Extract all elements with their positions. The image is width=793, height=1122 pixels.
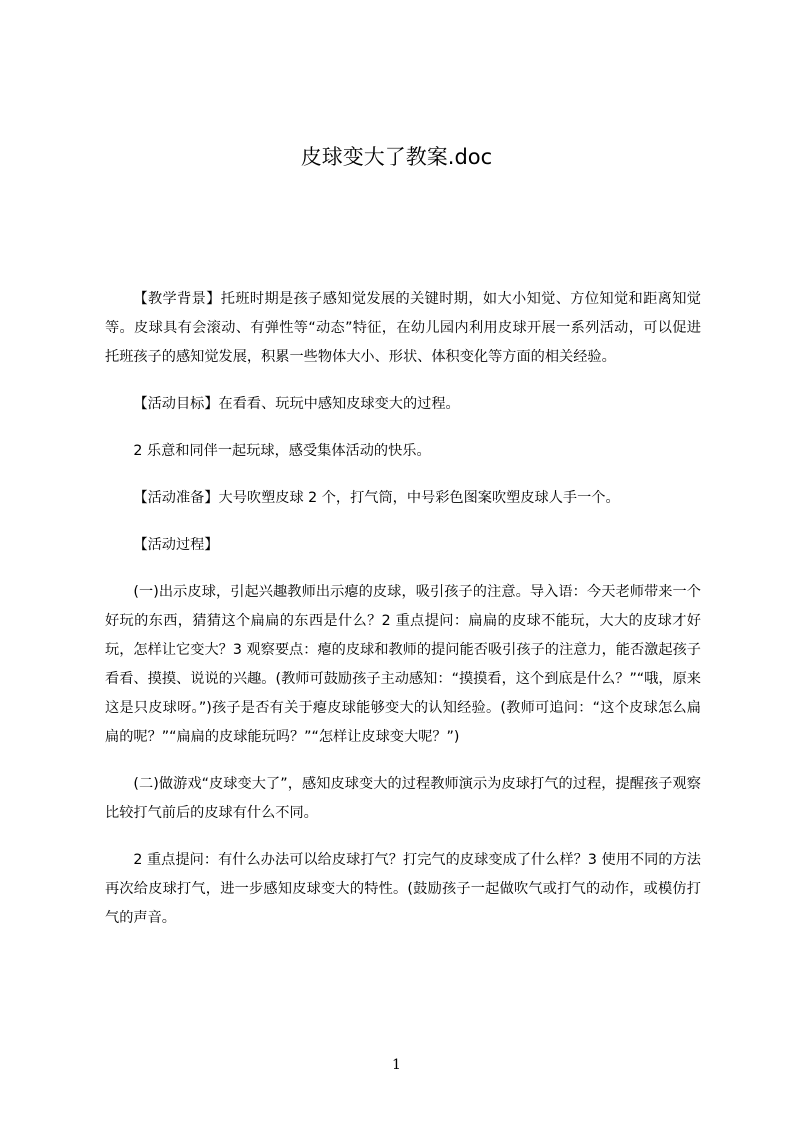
document-body: [105, 285, 701, 951]
paragraph-activity-goal: 【活动目标】在看看、玩玩中感知皮球变大的过程。: [133, 396, 460, 412]
paragraph-goal-2: 2 乐意和同伴一起玩球，感受集体活动的快乐。: [133, 443, 431, 459]
paragraph-process-step-2: (二)做游戏“皮球变大了”，感知皮球变大的过程教师演示为皮球打气的过程，提醒孩子观察比较打气前后的皮球有什么不同。: [105, 776, 701, 821]
paragraph-activity-preparation: 【活动准备】大号吹塑皮球 2 个，打气筒，中号彩色图案吹塑皮球人手一个。: [133, 490, 620, 506]
paragraph-process-step-1: (一)出示皮球，引起兴趣教师出示瘪的皮球，吸引孩子的注意。导入语：今天老师带来一个好玩的东西，猜猜这个扁扁的东西是什么？2 重点提问：扁扁的皮球不能玩，大大的皮球才好玩，怎样让它变大？3 观察要点：瘪的皮球和教师的提问能否吸引孩子的注意力，能否激起孩子看看、摸摸、说说的兴趣。(教师可鼓励孩子主动感知：“摸摸看，这个到底是什么？”“哦，原来这是只皮球呀。”)孩子是否有关于瘪皮球能够变大的认知经验。(教师可追问：“这个皮球怎么扁扁的呢？”“扁扁的皮球能玩吗？”“怎样让皮球变大呢？”): [105, 584, 701, 745]
paragraph-activity-process-heading: 【活动过程】: [133, 537, 219, 553]
page-number: 1: [392, 1057, 401, 1073]
paragraph-teaching-background: 【教学背景】托班时期是孩子感知觉发展的关键时期，如大小知觉、方位知觉和距离知觉等。皮球具有会滚动、有弹性等“动态”特征，在幼儿园内利用皮球开展一系列活动，可以促进托班孩子的感知觉发展，积累一些物体大小、形状、体积变化等方面的相关经验。: [105, 291, 701, 365]
paragraph-process-step-2-questions: 2 重点提问：有什么办法可以给皮球打气？打完气的皮球变成了什么样？3 使用不同的方法再次给皮球打气，进一步感知皮球变大的特性。(鼓励孩子一起做吹气或打气的动作，或模仿打气的声音。: [105, 852, 701, 926]
document-title: 皮球变大了教案.doc: [300, 145, 493, 169]
